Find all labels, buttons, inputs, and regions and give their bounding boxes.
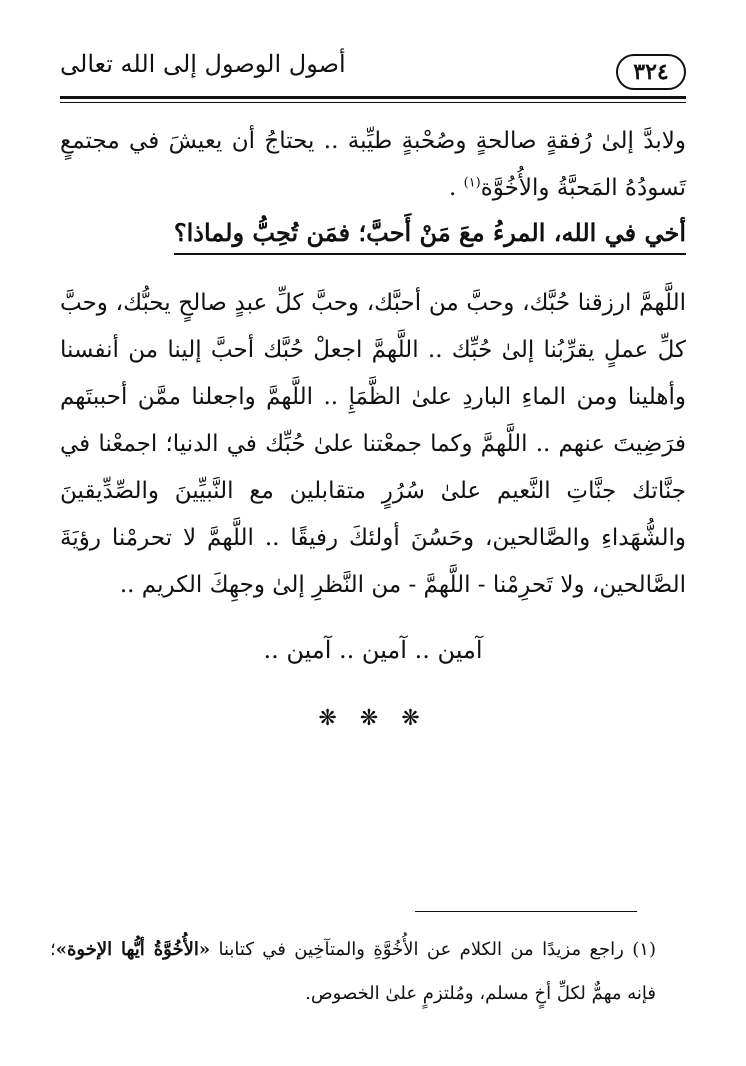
header-rule-thin <box>60 102 686 103</box>
page-number: ٣٢٤ <box>633 59 669 85</box>
header-rule-thick <box>60 96 686 99</box>
section-stars: ❋ ❋ ❋ <box>318 706 428 731</box>
footnote-text-before: راجع مزيدًا من الكلام عن الأُخُوَّةِ والمتآخِين في كتابنا <box>218 939 624 960</box>
footnote-book-name: «الأُخُوَّةُ أيُّها الإخوة» <box>55 939 211 960</box>
prayer-paragraph: اللَّهمَّ ارزقنا حُبَّك، وحبَّ من أحبَّك، وحبَّ كلِّ عبدٍ صالحٍ يحبُّك، وحبَّ كلِّ عملٍ يقرِّبُنا إلىٰ حُبِّك .. اللَّهمَّ اجعلْ حُبَّك أحبَّ إلينا من أنفسنا وأهلينا ومن الماءِ الباردِ علىٰ الظَّمَإِ .. اللَّهمَّ واجعلنا ممَّن أحببتَهم فرَضِيتَ عنهم .. اللَّهمَّ وكما جمعْتنا علىٰ حُبِّك في الدنيا؛ اجمعْنا في جنَّاتك جنَّاتِ النَّعيم علىٰ سُرُرٍ متقابلين مع النَّبيِّينَ والصِّدِّيقينَ والشُّهَداءِ والصَّالحين، وحَسُنَ أولئكَ رفيقًا .. اللَّهمَّ لا تحرمْنا رؤيَةَ الصَّالحين، ولا تَحرِمْنا - اللَّهمَّ - من النَّظرِ إلىٰ وجهِكَ الكريم .. <box>60 290 686 598</box>
footnote-marker[interactable]: (١) <box>463 175 481 191</box>
page-number-badge <box>616 54 686 90</box>
book-title: أصول الوصول إلى الله تعالى <box>60 50 346 78</box>
page-header <box>60 50 686 102</box>
footnote <box>50 928 656 1016</box>
footnote-divider <box>415 911 637 912</box>
amen-line: آمين .. آمين .. آمين .. <box>263 636 483 664</box>
intro-end: . <box>448 175 464 201</box>
intro-text: ولابدَّ إلىٰ رُفقةٍ صالحةٍ وصُحْبةٍ طيِّبة .. يحتاجُ أن يعيشَ في مجتمعٍ تَسودُهُ المَحبَّةُ والأُخُوَّة <box>60 128 686 201</box>
section-heading: أخي في الله، المرءُ معَ مَنْ أَحبَّ؛ فمَن تُحِبُّ ولماذا؟ <box>174 218 686 255</box>
footnote-text-after: ؛ فإنه مهمٌّ لكلِّ أخٍ مسلم، ومُلتزمٍ علىٰ الخصوص. <box>50 939 656 1004</box>
intro-paragraph <box>60 118 686 212</box>
footnote-number: (١) <box>632 939 656 960</box>
